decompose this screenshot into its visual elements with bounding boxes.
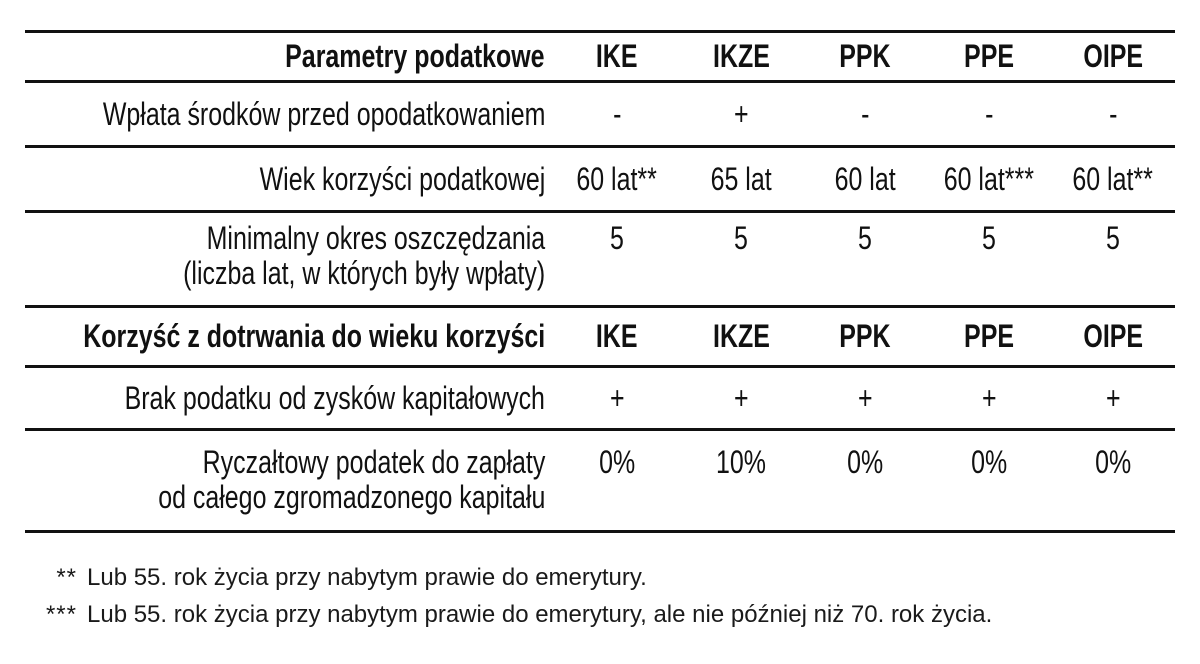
- row-label: Wpłata środków przed opodatkowaniem: [102, 95, 545, 132]
- cell-value: -: [1108, 95, 1118, 132]
- footnote-marker: **: [56, 564, 77, 591]
- cell-value: 65 lat: [710, 160, 772, 197]
- cell-value: +: [1105, 379, 1121, 416]
- col-header-ikze: IKZE: [712, 38, 770, 74]
- col-header-ppe: PPE: [964, 318, 1014, 354]
- row-label: Wiek korzyści podatkowej: [259, 160, 545, 197]
- cell-value: 10%: [716, 444, 766, 480]
- col-header-ike: IKE: [596, 38, 638, 74]
- col-header-oipe: OIPE: [1083, 38, 1143, 74]
- section2-title: Korzyść z dotrwania do wieku korzyści: [83, 318, 545, 354]
- col-header-ppk: PPK: [839, 38, 891, 74]
- footnotes: [25, 559, 992, 633]
- cell-value: +: [981, 379, 997, 416]
- cell-value: +: [609, 379, 625, 416]
- cell-value: 60 lat**: [576, 160, 658, 197]
- cell-value: 60 lat**: [1072, 160, 1154, 197]
- section2-header-row: [25, 308, 1175, 368]
- cell-value: 60 lat***: [943, 160, 1035, 197]
- row-label: Minimalny okres oszczędzania (liczba lat, w których były wpłaty): [182, 220, 545, 291]
- footnote-text: Lub 55. rok życia przy nabytym prawie do emerytury, ale nie później niż 70. rok życia.: [87, 601, 993, 628]
- tax-comparison-table: [25, 30, 1175, 533]
- cell-value: 5: [858, 220, 872, 256]
- cell-value: 60 lat: [834, 160, 896, 197]
- cell-value: 0%: [846, 444, 884, 480]
- cell-value: 5: [1106, 220, 1120, 256]
- footnote-marker: ***: [45, 601, 77, 628]
- cell-value: +: [733, 95, 749, 132]
- cell-value: 5: [734, 220, 748, 256]
- col-header-ike: IKE: [596, 318, 638, 354]
- section1-header-row: [25, 33, 1175, 83]
- col-header-ppk: PPK: [839, 318, 891, 354]
- cell-value: 0%: [970, 444, 1008, 480]
- cell-value: -: [860, 95, 870, 132]
- table-row: [25, 431, 1175, 533]
- cell-value: 0%: [598, 444, 636, 480]
- table-row: [25, 148, 1175, 213]
- col-header-ppe: PPE: [964, 38, 1014, 74]
- section1-title: Parametry podatkowe: [285, 38, 545, 74]
- col-header-ikze: IKZE: [712, 318, 770, 354]
- cell-value: 0%: [1094, 444, 1132, 480]
- table-row: [25, 213, 1175, 308]
- cell-value: 5: [610, 220, 624, 256]
- row-label: Brak podatku od zysków kapitałowych: [124, 379, 545, 416]
- cell-value: -: [612, 95, 622, 132]
- footnote-text: Lub 55. rok życia przy nabytym prawie do emerytury.: [87, 564, 647, 591]
- table-row: [25, 368, 1175, 431]
- cell-value: 5: [982, 220, 996, 256]
- col-header-oipe: OIPE: [1083, 318, 1143, 354]
- row-label: Ryczałtowy podatek do zapłaty od całego zgromadzonego kapitału: [157, 444, 545, 515]
- cell-value: -: [984, 95, 994, 132]
- table-row: [25, 83, 1175, 148]
- cell-value: +: [733, 379, 749, 416]
- cell-value: +: [857, 379, 873, 416]
